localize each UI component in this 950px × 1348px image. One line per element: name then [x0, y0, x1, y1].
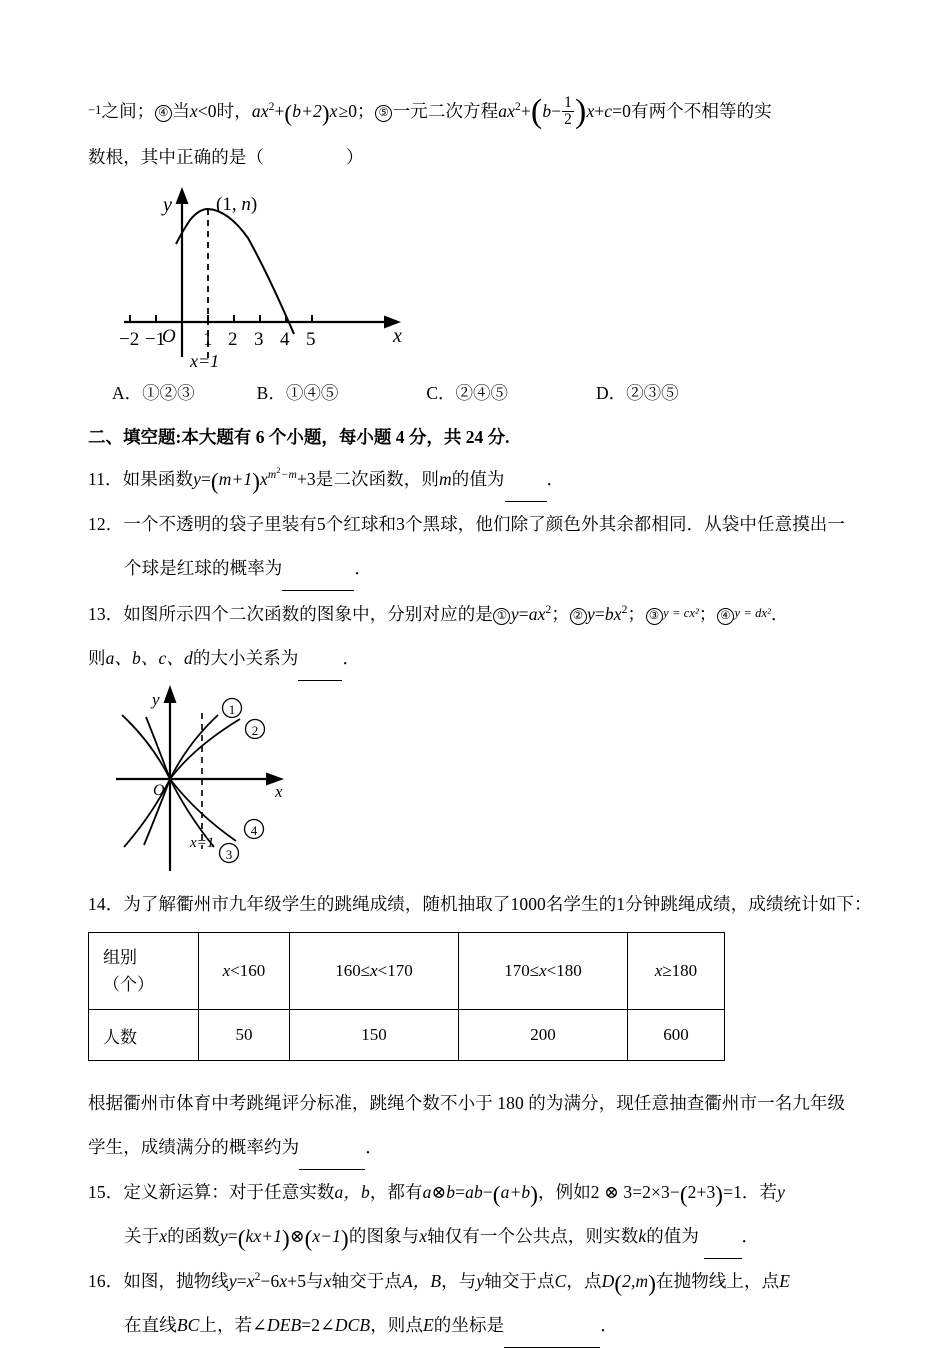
q15-period: ．: [741, 1226, 760, 1246]
item4-trailing-x: x: [329, 101, 338, 121]
item5-exponent: 2: [515, 101, 521, 114]
question-16-line-1: 16．如图，抛物线$y=x^2-6x+5$与x轴交于点A，B，与y轴交于点C，点D(2,m)在抛物线上，点E: [88, 1269, 791, 1296]
question-14-line-1: [88, 882, 870, 926]
item4-coef-a: a: [251, 101, 261, 121]
origin-label: O: [162, 326, 176, 347]
figure-parabola-vertex: [116, 179, 416, 369]
choice-a-label[interactable]: A．: [112, 383, 143, 403]
svg-text:3: 3: [225, 847, 233, 862]
choice-d-value[interactable]: ②③⑤: [626, 383, 679, 403]
q14-number: 14．: [88, 894, 124, 914]
item5-after: 有两个不相等的实: [631, 101, 772, 121]
q15-y: y: [777, 1182, 785, 1202]
q16-line2-eq: =2∠: [301, 1315, 335, 1335]
q11-plus3: +3: [296, 469, 316, 489]
q16-answer-blank[interactable]: [504, 1303, 600, 1348]
y-axis-label: y: [163, 194, 172, 216]
q15-line2-paren-close-1: ): [282, 1224, 290, 1251]
q15-b1: b: [446, 1182, 456, 1202]
q16-ab: A，B: [401, 1271, 442, 1291]
table-row-header: [89, 933, 725, 1010]
question-11: [88, 457, 870, 502]
choice-c-value[interactable]: ②④⑤: [455, 383, 509, 403]
fig2-label-1: [223, 699, 242, 718]
table-header-col-1: [199, 933, 290, 1010]
q13-line2-period: ．: [342, 648, 361, 668]
q13-e1-sup: 2: [545, 604, 552, 617]
table-header-col-2: 160≤x<170: [290, 933, 459, 1010]
q15-paren-2: 2+3: [687, 1182, 716, 1202]
item5-tail-c: c: [604, 101, 613, 121]
item5-plus: +: [520, 101, 531, 121]
item4-plus: +: [274, 101, 285, 121]
fig2-label-2: [246, 720, 265, 739]
question-13-line-2: [88, 636, 870, 681]
q13-e2-y: y: [587, 604, 595, 624]
q11-exponent: m2−m: [267, 466, 297, 482]
q11-text-3: 的值为: [451, 469, 505, 489]
q14-line1: 为了解衢州市九年级学生的跳绳成绩，随机抽取了1000名学生的1分钟跳绳成绩，成绩统计如下：: [123, 894, 872, 914]
table-count-4: 600: [628, 1010, 725, 1061]
q11-number: 11．: [88, 469, 123, 489]
q15-line2-text-3: 的图象与: [348, 1226, 420, 1246]
q16-paren-open: (: [614, 1269, 623, 1296]
continuation-line2-text: 数根，其中正确的是（: [88, 147, 264, 167]
q16-e: E: [779, 1271, 791, 1291]
q15-paren-close-2: ): [715, 1180, 724, 1207]
choice-c-label[interactable]: C．: [426, 383, 456, 403]
question-12-line-2: [88, 546, 870, 591]
prefix-superscript: −1: [88, 103, 102, 117]
question-16-line-2: [88, 1303, 870, 1348]
q15-a1: a: [422, 1182, 432, 1202]
svg-text:1: 1: [228, 702, 236, 717]
q13-e3-sep: ；: [698, 604, 717, 624]
q15-paren-close-1: ): [530, 1180, 538, 1207]
item4-variable-x: x: [189, 101, 198, 121]
q16-text-3: 轴交于点: [331, 1271, 402, 1291]
question-14-after-line-2: [88, 1125, 870, 1170]
table-count-3: 200: [459, 1010, 628, 1061]
paren-close-1: ): [321, 99, 330, 126]
q16-text-4: ，与: [441, 1271, 477, 1291]
q16-text-5: 轴交于点: [484, 1271, 555, 1291]
q11-text-2: 是二次函数，则: [315, 469, 439, 489]
fig2-x-label: x: [275, 782, 283, 801]
q13-e1-x: x: [537, 604, 546, 624]
q13-variables: a、b、c、d: [105, 648, 193, 668]
q15-line2-paren-open-2: (: [304, 1224, 313, 1251]
q13-e2-sup: 2: [621, 604, 628, 617]
table-header-col-4: x≥180: [628, 933, 725, 1010]
q16-x: x: [246, 1271, 255, 1291]
fig2-dashed-label: x=1: [190, 835, 215, 851]
item-marker-4: ④: [155, 105, 172, 122]
q11-eq: =: [200, 469, 211, 489]
q15-paren-1: a+b: [500, 1182, 531, 1202]
q14-after-line2-text: 学生，成绩满分的概率约为: [88, 1137, 300, 1157]
q15-line2-text-5: 的值为: [646, 1226, 700, 1246]
table-row-counts: [89, 1010, 725, 1061]
choice-row: [88, 373, 870, 413]
item5-minus: −: [551, 101, 562, 121]
q16-text-2: 与: [306, 1271, 324, 1291]
table-header-group-line2: （个）: [103, 975, 154, 994]
item5-tail-x: x: [586, 101, 595, 121]
q15-line2-paren-1: kx+1: [245, 1226, 283, 1246]
table-header-group-line1: 组别: [103, 948, 137, 967]
q15-eq-1: =: [455, 1182, 466, 1202]
section-two-heading: 二、填空题:本大题有 6 个小题，每小题 4 分，共 24 分.: [88, 427, 510, 447]
choice-b-value[interactable]: ①④⑤: [285, 383, 339, 403]
q15-ab1: ab: [465, 1182, 483, 1202]
question-15-line-2: [88, 1214, 870, 1259]
q15-line2-eq: =: [227, 1226, 238, 1246]
q13-e2-sep: ；: [627, 604, 646, 624]
q15-minus-1: −: [482, 1182, 493, 1202]
q15-line2-text-2: 的函数: [167, 1226, 220, 1246]
curve-2-wide-up: [146, 717, 240, 779]
q15-line2-y: y: [219, 1226, 228, 1246]
question-15-line-1: [88, 1170, 870, 1214]
question-12-line-1: [88, 502, 870, 546]
q16-line2-e: E: [423, 1315, 434, 1335]
table-header-col-3: 170≤x<180: [459, 933, 628, 1010]
q13-marker-4: ④: [717, 608, 734, 625]
item4-var-x: x: [260, 101, 269, 121]
q15-line2-op: ⊗: [289, 1226, 305, 1246]
q13-e3-small: y = cx²: [663, 606, 699, 620]
q11-paren-content: m+1: [218, 469, 253, 489]
svg-text:4: 4: [250, 823, 258, 838]
q16-line2-text-1: 在直线: [124, 1315, 177, 1335]
xtick-label-minus1: −1: [145, 329, 166, 350]
q16-eq: =: [236, 1271, 247, 1291]
q16-line2-text-2: 上，若∠: [199, 1315, 267, 1335]
dashed-line-label: x=1: [190, 351, 220, 369]
q14-answer-blank[interactable]: [299, 1125, 365, 1170]
x-axis-label: x: [393, 325, 402, 347]
q13-e1-eq: =: [518, 604, 529, 624]
col1-rest: <160: [230, 961, 266, 980]
q12-period: ．: [354, 558, 373, 578]
q13-line2-text-1: 则: [88, 648, 106, 668]
item4-paren-content: b+2: [292, 101, 322, 121]
item5-b: b: [542, 101, 552, 121]
q15-paren-open-2: (: [679, 1180, 688, 1207]
q15-text-3: ，例如2 ⊗ 3=2×3−: [538, 1182, 680, 1202]
q11-y: y: [193, 469, 201, 489]
q15-line2-k: k: [638, 1226, 647, 1246]
item5-var-x: x: [507, 101, 515, 121]
q13-e1-sep: ；: [551, 604, 569, 624]
continuation-line-1: [88, 88, 870, 133]
fraction-numerator: 1: [564, 94, 572, 112]
q16-text-7: 在抛物线上，点: [656, 1271, 780, 1291]
paren-open-1: (: [284, 99, 293, 126]
statistics-table: [88, 932, 725, 1061]
figure2-svg: [108, 681, 418, 876]
q16-line2-deb: DEB: [266, 1315, 302, 1335]
q12-line1: 一个不透明的袋子里装有5个红球和3个黑球，他们除了颜色外其余都相同．从袋中任意摸出一: [123, 514, 846, 534]
q13-answer-blank[interactable]: [298, 636, 342, 681]
q13-e2-x: x: [613, 604, 622, 624]
q16-paren-close: ): [648, 1269, 657, 1296]
xtick-label-4: 4: [280, 329, 290, 350]
item4-condition: <0时，: [197, 101, 252, 121]
q15-answer-blank[interactable]: [704, 1214, 742, 1259]
q12-number: 12．: [88, 514, 124, 534]
q15-op-1: ⊗: [431, 1182, 447, 1202]
q15-line2-x2: x: [419, 1226, 428, 1246]
q15-ab: a，b: [334, 1182, 370, 1202]
q11-period: ．: [546, 469, 565, 489]
q16-text-6: ，点: [566, 1271, 602, 1291]
xtick-label-1: 1: [203, 329, 213, 350]
q15-text-1: 定义新运算：对于任意实数: [123, 1182, 335, 1202]
q16-text-1: 如图，抛物线: [123, 1271, 229, 1291]
table-count-1: 50: [199, 1010, 290, 1061]
q13-e4-small: y = dx²: [734, 606, 771, 620]
continuation-line2-close: ）: [346, 147, 364, 167]
q15-line2-paren-open-1: (: [237, 1224, 246, 1251]
choice-a-value[interactable]: ①②③: [142, 383, 195, 403]
xtick-label-minus2: −2: [119, 329, 140, 350]
item5-tail-rest: +: [594, 101, 605, 121]
q12-answer-blank[interactable]: [282, 546, 354, 591]
q13-marker-1: ①: [493, 608, 510, 625]
xtick-label-5: 5: [306, 329, 316, 350]
fig2-origin-label: O: [153, 782, 165, 799]
q16-sup: 2: [254, 1271, 261, 1284]
y-axis-arrow: [176, 187, 189, 204]
table-header-group: [89, 933, 199, 1010]
q16-number: 16．: [88, 1271, 124, 1291]
continuation-text-a: 之间；: [101, 101, 155, 121]
svg-text:2: 2: [251, 723, 259, 738]
q16-y: y: [228, 1271, 237, 1291]
q16-c: C: [554, 1271, 567, 1291]
q15-line2-paren-close-2: ): [341, 1224, 349, 1251]
item4-after: ≥0；: [338, 101, 375, 121]
fig2-label-3: [220, 844, 239, 863]
q13-e1-a: a: [528, 604, 538, 624]
question-14-after-line-1: 根据衢州市体育中考跳绳评分标准，跳绳个数不小于 180 的为满分，现任意抽查衢州市一名九年级: [88, 1093, 846, 1113]
q15-paren-open-1: (: [492, 1180, 501, 1207]
choice-b-label[interactable]: B．: [256, 383, 286, 403]
q12-line2: 个球是红球的概率为: [124, 558, 283, 578]
q13-e2-b: b: [604, 604, 614, 624]
q13-line2-text-2: 的大小关系为: [192, 648, 299, 668]
q13-marker-2: ②: [570, 608, 587, 625]
choice-d-label[interactable]: D．: [596, 383, 627, 403]
q16-rest: −6: [260, 1271, 280, 1291]
q15-number: 15．: [88, 1182, 124, 1202]
fraction-denominator: 2: [564, 111, 572, 129]
q11-answer-blank[interactable]: [505, 457, 547, 502]
q15-line2-paren-2: x−1: [312, 1226, 342, 1246]
page-content: [88, 88, 870, 1348]
q16-period: ．: [600, 1315, 618, 1335]
question-13-line-1: [88, 591, 870, 636]
continuation-line-2: [88, 135, 870, 179]
table-count-label: 人数: [89, 1010, 199, 1061]
xtick-label-2: 2: [228, 329, 238, 350]
q13-number: 13．: [88, 604, 124, 624]
vertex-label: (1, n): [216, 194, 258, 215]
fraction-one-half: [562, 95, 574, 128]
q13-tail: ．: [770, 604, 789, 624]
fig2-label-4: [245, 820, 264, 839]
fig2-y-axis-arrow: [164, 685, 177, 703]
q11-text-1: 如果函数: [122, 469, 194, 489]
q11-paren-open: (: [210, 467, 219, 494]
q13-marker-3: ③: [646, 608, 663, 625]
col1-x: x: [222, 961, 231, 980]
q16-d: D: [601, 1271, 615, 1291]
table-count-2: 150: [290, 1010, 459, 1061]
paren-open-2: (: [530, 93, 543, 131]
q16-y2: y: [476, 1271, 485, 1291]
item-marker-5: ⑤: [375, 105, 392, 122]
fig2-y-label: y: [152, 690, 160, 709]
figure1-svg: [116, 179, 416, 369]
item5-tail-eq: =0: [612, 101, 631, 121]
q11-x: x: [260, 469, 268, 489]
q16-line2-text-4: 的坐标是: [433, 1315, 505, 1335]
q15-line2-text-1: 关于: [124, 1226, 160, 1246]
q11-paren-close: ): [252, 467, 261, 494]
q11-m: m: [438, 469, 452, 489]
q16-d-paren: 2,m: [622, 1271, 649, 1291]
q15-line2-text-4: 轴仅有一个公共点，则实数: [427, 1226, 639, 1246]
q14-period: ．: [365, 1137, 383, 1157]
q16-line2-bc: BC: [176, 1315, 200, 1335]
item5-coef-a: a: [498, 101, 508, 121]
item4-text-before: 当: [172, 101, 190, 121]
paren-close-2: ): [574, 93, 587, 131]
q16-x2: x: [323, 1271, 332, 1291]
q13-e1-y: y: [510, 604, 519, 624]
item5-text: 一元二次方程: [392, 101, 499, 121]
item4-exponent: 2: [268, 101, 275, 114]
q15-line2-x: x: [159, 1226, 168, 1246]
q16-line2-text-3: ，则点: [370, 1315, 423, 1335]
q15-text-2: ，都有: [369, 1182, 423, 1202]
q13-e2-eq: =: [594, 604, 605, 624]
figure-four-parabolas: [108, 681, 418, 876]
q16-line2-dcb: DCB: [334, 1315, 371, 1335]
q13-text-1: 如图所示四个二次函数的图象中，分别对应的是: [123, 604, 493, 624]
q15-text-4: =1．若: [723, 1182, 778, 1202]
xtick-label-3: 3: [254, 329, 264, 350]
